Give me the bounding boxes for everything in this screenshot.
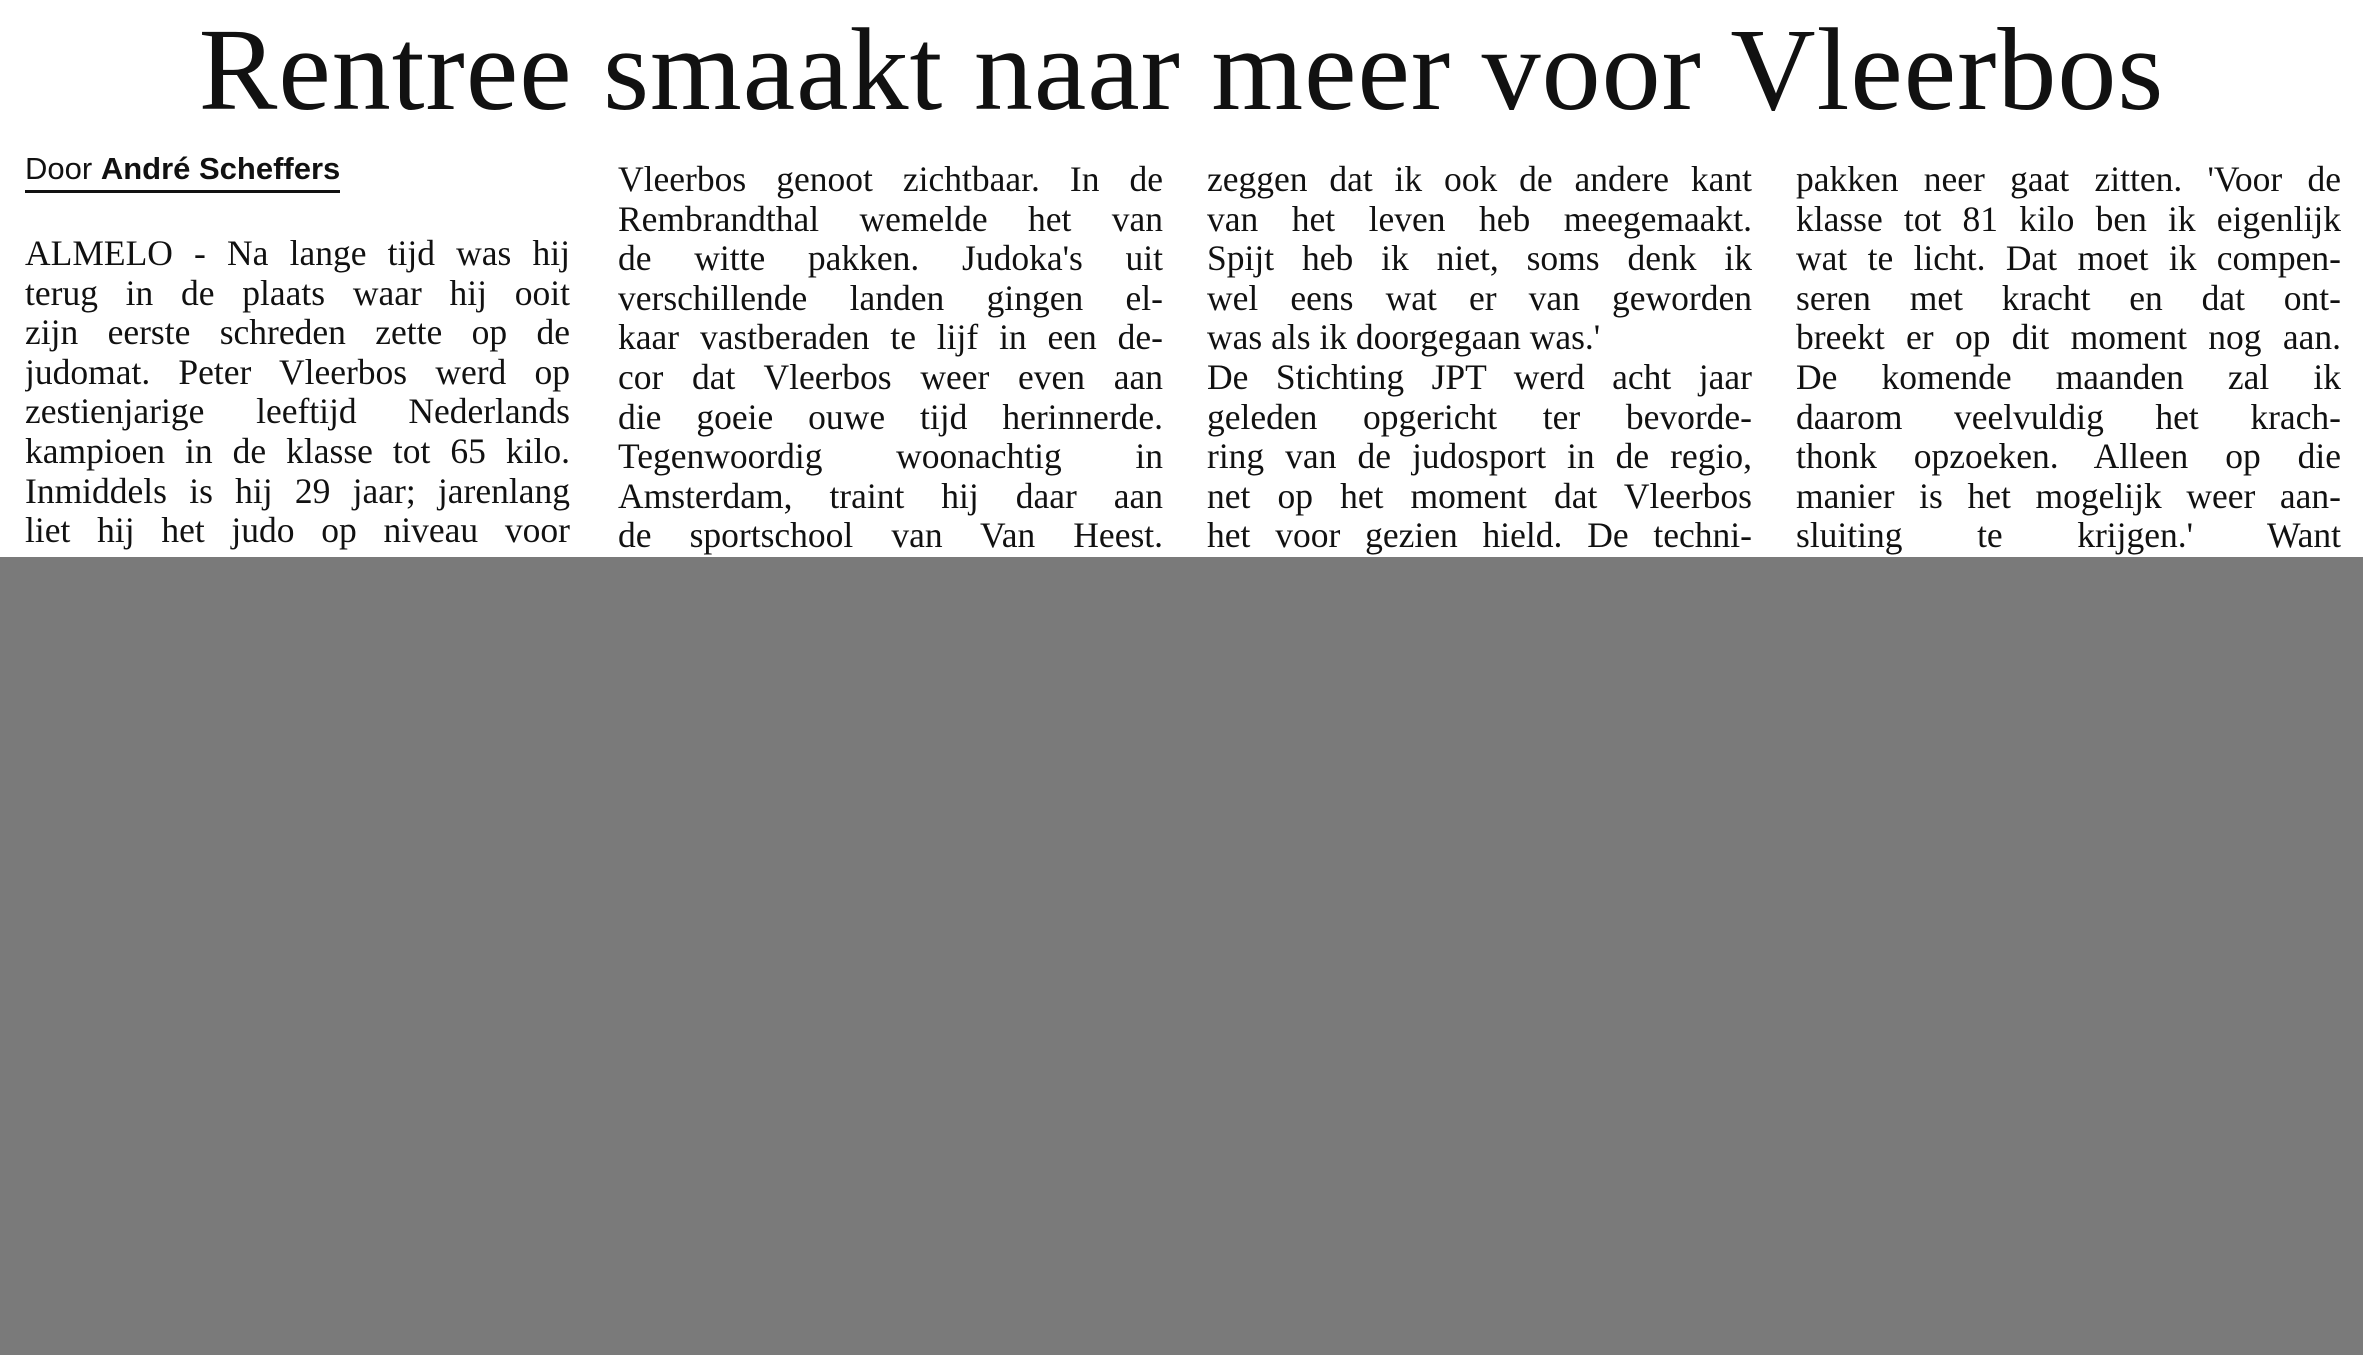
text-line: manier is het mogelijk weer aan- [1796, 475, 2341, 516]
text-line: die goeie ouwe tijd herinnerde. [618, 396, 1163, 437]
text-line: Inmiddels is hij 29 jaar; jarenlang [25, 470, 570, 511]
text-line: thonk opzoeken. Alleen op die [1796, 436, 2341, 477]
text-line: ring van de judosport in de regio, [1207, 436, 1752, 477]
article-column-3 [1207, 160, 1752, 560]
text-line: judomat. Peter Vleerbos werd op [25, 351, 570, 392]
text-line: seren met kracht en dat ont- [1796, 277, 2341, 318]
text-line: kampioen in de klasse tot 65 kilo. [25, 430, 570, 471]
text-line: verschillende landen gingen el- [618, 277, 1163, 318]
article-column-2 [618, 160, 1163, 560]
text-line: geleden opgericht ter bevorde- [1207, 396, 1752, 437]
text-line: Rembrandthal wemelde het van [618, 198, 1163, 239]
text-line: sluiting te krijgen.' Want [1796, 515, 2341, 556]
text-line: De Stichting JPT werd acht jaar [1207, 356, 1752, 397]
text-line: klasse tot 81 kilo ben ik eigenlijk [1796, 198, 2341, 239]
text-line: net op het moment dat Vleerbos [1207, 475, 1752, 516]
text-line: terug in de plaats waar hij ooit [25, 272, 570, 313]
text-line: Spijt heb ik niet, soms denk ik [1207, 238, 1752, 279]
headline: Rentree smaakt naar meer voor Vleerbos [198, 4, 2165, 135]
article-column-4 [1796, 160, 2341, 560]
text-line: zijn eerste schreden zette op de [25, 312, 570, 353]
text-line: het voor gezien hield. De techni- [1207, 515, 1752, 556]
text-line: van het leven heb meegemaakt. [1207, 198, 1752, 239]
text-line: wat te licht. Dat moet ik compen- [1796, 238, 2341, 279]
text-line: de witte pakken. Judoka's uit [618, 238, 1163, 279]
text-line: Amsterdam, traint hij daar aan [618, 475, 1163, 516]
text-line: De komende maanden zal ik [1796, 356, 2341, 397]
text-line: breekt er op dit moment nog aan. [1796, 317, 2341, 358]
text-line: de sportschool van Van Heest. [618, 515, 1163, 556]
text-line: kaar vastberaden te lijf in een de- [618, 317, 1163, 358]
byline [25, 150, 340, 193]
text-line: cor dat Vleerbos weer even aan [618, 356, 1163, 397]
text-line: wel eens wat er van geworden [1207, 277, 1752, 318]
text-line: ALMELO - Na lange tijd was hij [25, 234, 570, 273]
text-line: Tegenwoordig woonachtig in [618, 436, 1163, 477]
redaction-block [0, 557, 2363, 1355]
byline-author: André Scheffers [100, 151, 341, 186]
text-line: zeggen dat ik ook de andere kant [1207, 160, 1752, 199]
byline-prefix: Door [25, 151, 101, 186]
article-column-1 [25, 234, 570, 556]
text-line: liet hij het judo op niveau voor [25, 510, 570, 551]
text-line: was als ik doorgegaan was.' [1207, 317, 1601, 358]
text-line: Vleerbos genoot zichtbaar. In de [618, 160, 1163, 199]
text-line: pakken neer gaat zitten. 'Voor de [1796, 160, 2341, 199]
text-line: zestienjarige leeftijd Nederlands [25, 391, 570, 432]
text-line: daarom veelvuldig het krach- [1796, 396, 2341, 437]
